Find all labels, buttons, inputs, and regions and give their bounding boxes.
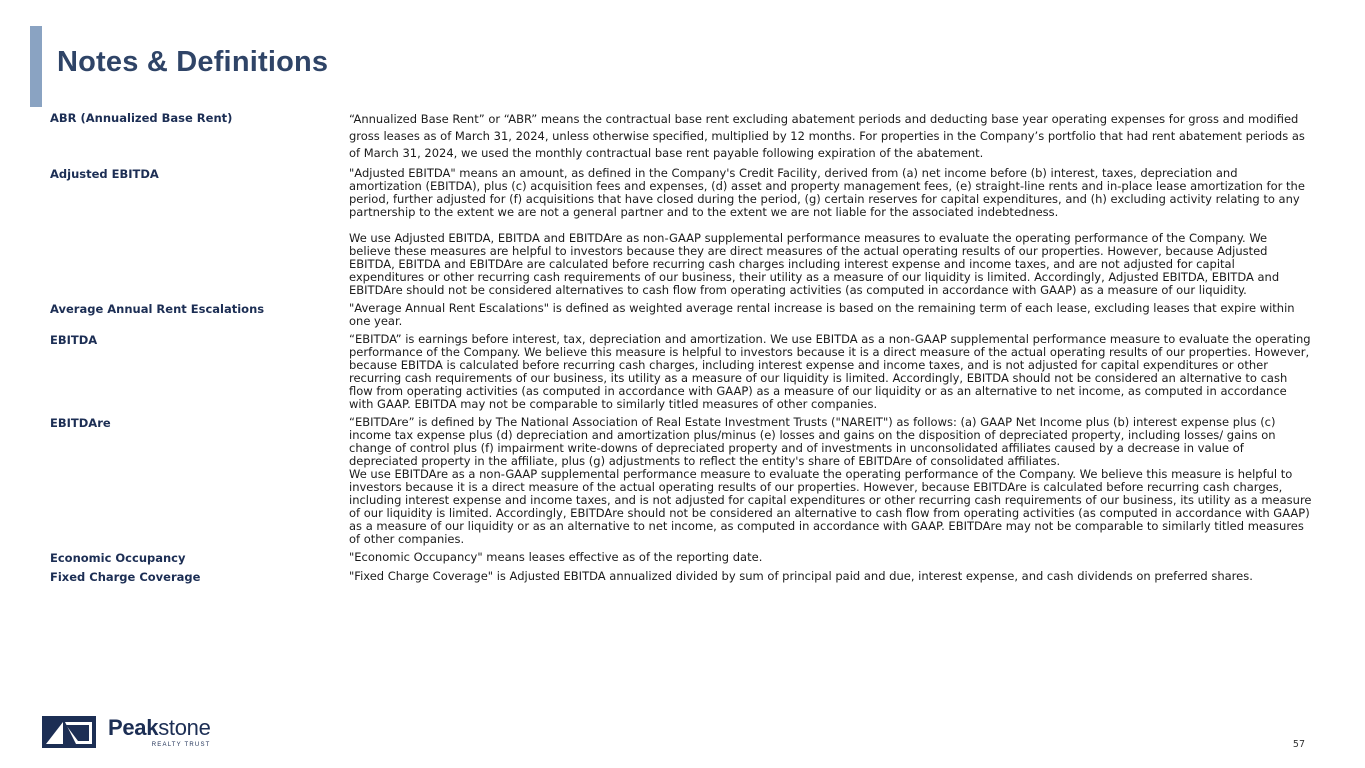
definition-row-economic-occupancy [50, 551, 1312, 565]
definition-term: Fixed Charge Coverage [50, 570, 201, 584]
definition-row-fixed-charge-coverage [50, 570, 1312, 584]
definition-description [349, 333, 1312, 411]
page-number: 57 [1292, 739, 1305, 750]
definition-paragraph: "Adjusted EBITDA" means an amount, as defined in the Company's Credit Facility, derived from (a) net income before (b) interest, taxes, depreciation and amortization (EBITDA), plus (c) acquisition fees and expenses, (d) asset and property management fees, (e) straight-line rents and in-place lease amortization for the period, further adjusted for (f) acquisitions that have closed during the period, (g) certain reserves for capital expenditures, and (h) excluding activity relating to any partnership to the extent we are not a general partner and to the extent we are not liable for the associated indebtedness. [349, 166, 1305, 219]
definition-row-adjusted-ebitda [50, 167, 1312, 297]
definition-row-average-annual-rent-escalations [50, 302, 1312, 328]
definition-description [349, 551, 1312, 565]
definition-description [349, 167, 1312, 297]
page-title: Notes & Definitions [57, 46, 329, 78]
definition-paragraph: “EBITDA” is earnings before interest, tax, depreciation and amortization. We use EBITDA as a non-GAAP supplemental performance measure to evaluate the operating performance of the Company. We believe this measure is helpful to investors because it is a direct measure of the actual operating results of our properties. However, because EBITDA is calculated before recurring cash charges, including interest expense and income taxes, and is not adjusted for capital expenditures or other recurring cash requirements of our business, its utility as a measure of our liquidity is limited. Accordingly, EBITDA should not be considered an alternative to cash flow from operating activities (as computed in accordance with GAAP) as a measure of our liquidity or as an alternative to net income, as computed in accordance with GAAP. EBITDA may not be comparable to similarly titled measures of other companies. [349, 332, 1311, 411]
definition-description [349, 570, 1312, 584]
definition-term: Economic Occupancy [50, 551, 186, 565]
definition-paragraph: We use Adjusted EBITDA, EBITDA and EBITDAre as non-GAAP supplemental performance measures to evaluate the operating performance of the Company. We believe these measures are helpful to investors because they are direct measures of the actual operating results of our properties. However, because Adjusted EBITDA, EBITDA and EBITDAre are calculated before recurring cash charges including interest expense and income taxes, and are not adjusted for capital expenditures or other recurring cash requirements of our business, their utility as a measure of our liquidity is limited. Accordingly, Adjusted EBITDA, EBITDA and EBITDAre should not be considered alternatives to cash flow from operating activities (as computed in accordance with GAAP) as a measure of our liquidity. [349, 231, 1280, 297]
definition-description [349, 416, 1312, 546]
peakstone-mountain-logo-icon [42, 716, 96, 748]
definition-paragraph: "Economic Occupancy" means leases effective as of the reporting date. [349, 550, 763, 564]
definition-paragraph: "Fixed Charge Coverage" is Adjusted EBITDA annualized divided by sum of principal paid and due, interest expense, and cash dividends on preferred shares. [349, 569, 1253, 583]
logo-subtitle: REALTY TRUST [151, 742, 211, 748]
definition-term: EBITDAre [50, 416, 111, 430]
definition-term: Average Annual Rent Escalations [50, 302, 265, 316]
logo-name-rest: stone [158, 715, 211, 740]
logo-wordmark [108, 717, 211, 749]
definition-row-ebitdare [50, 416, 1312, 546]
definition-paragraph: "Average Annual Rent Escalations" is defined as weighted average rental increase is based on the remaining term of each lease, excluding leases that expire within one year. [349, 301, 1295, 328]
definition-row-ebitda [50, 333, 1312, 411]
definition-term: ABR (Annualized Base Rent) [50, 111, 233, 125]
definition-description [349, 111, 1312, 162]
definition-term: EBITDA [50, 333, 98, 347]
company-logo [42, 716, 211, 749]
logo-name-bold: Peak [108, 715, 159, 740]
definition-row-abr [50, 111, 1312, 162]
title-accent-bar [30, 26, 42, 107]
definitions-list [50, 111, 1312, 589]
definition-paragraph: We use EBITDAre as a non-GAAP supplemental performance measure to evaluate the operating performance of the Company. We believe this measure is helpful to investors because it is a direct measure of the actual operating results of our properties. However, because EBITDAre is calculated before recurring cash charges, including interest expense and income taxes, and is not adjusted for capital expenditures or other recurring cash requirements of our business, its utility as a measure of our liquidity is limited. Accordingly, EBITDAre should not be considered an alternative to cash flow from operating activities (as computed in accordance with GAAP) as a measure of our liquidity or as an alternative to net income, as computed in accordance with GAAP. EBITDAre may not be comparable to similarly titled measures of other companies. [349, 467, 1312, 546]
definition-paragraph: “EBITDAre” is defined by The National Association of Real Estate Investment Trusts ("NAREIT") as follows: (a) GAAP Net Income plus (b) interest expense plus (c) income tax expense plus (d) depreciation and amortization plus/minus (e) losses and gains on the disposition of depreciated property, including losses/ gains on change of control plus (f) impairment write-downs of depreciated property and of investments in unconsolidated affiliates caused by a decrease in value of depreciated property in the affiliate, plus (g) adjustments to reflect the entity's share of EBITDAre of consolidated affiliates. [349, 415, 1276, 468]
logo-name [108, 717, 211, 739]
definition-paragraph: “Annualized Base Rent” or “ABR” means the contractual base rent excluding abatement periods and deducting base year operating expenses for gross and modified gross leases as of March 31, 2024, unless otherwise specified, multiplied by 12 months. For properties in the Company’s portfolio that had rent abatement periods as of March 31, 2024, we used the monthly contractual base rent payable following expiration of the abatement. [349, 112, 1305, 160]
definition-description [349, 302, 1312, 328]
definition-term: Adjusted EBITDA [50, 167, 159, 181]
